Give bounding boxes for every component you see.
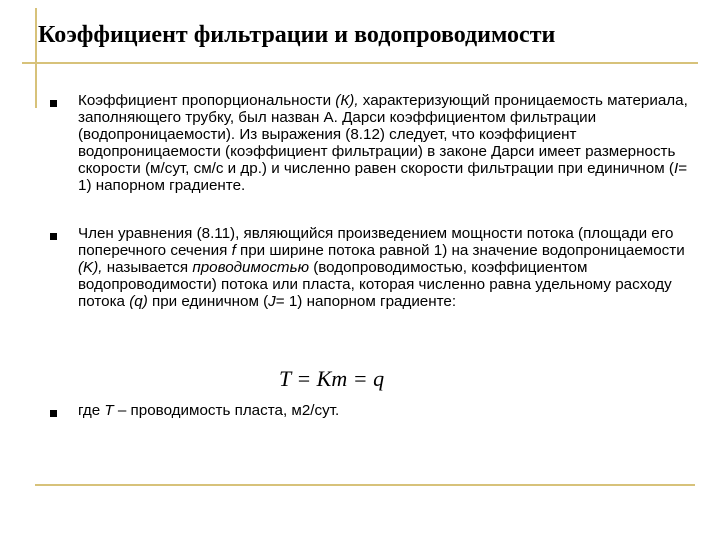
bullet-paragraph-1: Коэффициент пропорциональности (К), характеризующий проницаемость материала, заполняющего трубку, был назван А. Дарси коэффициентом фильтрации (водопроницаемости). Из выражения (8.12) следует, что коэффициент водопроницаемости (коэффициент фильтрации) в законе Дарси имеет размерность скорости (м/сут, см/с и др.) и численно равен скорости фильтрации при единичном (I= 1) напорном градиенте.: [78, 92, 688, 194]
footer-line: [35, 484, 695, 486]
title-underline: [22, 62, 698, 64]
formula-conductivity: T = Km = q: [279, 366, 385, 391]
bullet-paragraph-3: где T – проводимость пласта, м2/сут.: [78, 402, 340, 419]
title-accent-vertical-line: [35, 8, 37, 108]
slide-title: Коэффициент фильтрации и водопроводимости: [38, 22, 556, 48]
bullet-marker: [50, 100, 57, 107]
bullet-marker: [50, 233, 57, 240]
bullet-marker: [50, 410, 57, 417]
bullet-paragraph-2: Член уравнения (8.11), являющийся произведением мощности потока (площади его поперечного сечения f при ширине потока равной 1) на значение водопроницаемости (K), называется проводимостью (водопроводимостью, коэффициентом водопроводимости) потока или пласта, которая численно равна удельному расходу потока (q) при единичном (J= 1) напорном градиенте:: [78, 225, 685, 310]
